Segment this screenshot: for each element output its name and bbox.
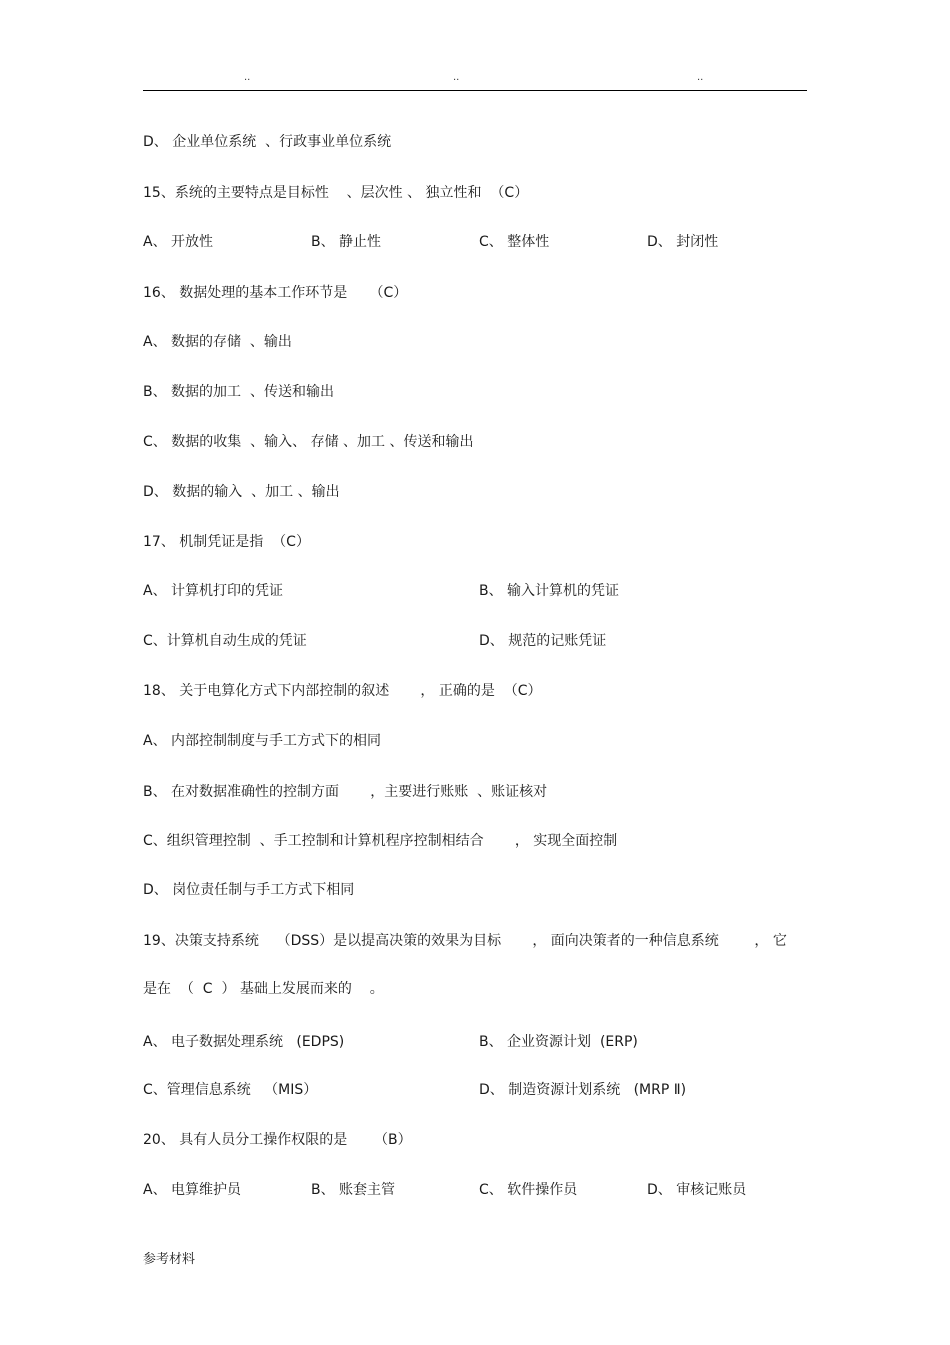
- option-19-d: D、 制造资源计划系统 (MRP Ⅱ): [479, 1082, 687, 1098]
- option-17-a: A、 计算机打印的凭证: [143, 583, 284, 599]
- header-rule: [143, 90, 807, 91]
- header-dot-1: ..: [244, 72, 251, 83]
- option-18-b: B、 在对数据准确性的控制方面 ，主要进行账账 、账证核对: [143, 784, 548, 800]
- option-19-c: C、管理信息系统 （MIS）: [143, 1082, 318, 1098]
- option-17-b: B、 输入计算机的凭证: [479, 583, 620, 599]
- question-15: 15、系统的主要特点是目标性 、层次性 、 独立性和 （C）: [143, 185, 529, 201]
- option-15-a: A、 开放性: [143, 234, 214, 250]
- page-footer: 参考材料: [143, 1252, 196, 1267]
- option-18-a: A、 内部控制制度与手工方式下的相同: [143, 733, 382, 749]
- question-18: 18、 关于电算化方式下内部控制的叙述 ， 正确的是 （C）: [143, 683, 542, 699]
- question-19-line-1: 19、决策支持系统 （DSS）是以提高决策的效果为目标 ， 面向决策者的一种信息系统 ， 它: [143, 933, 787, 949]
- question-20: 20、 具有人员分工操作权限的是 （B）: [143, 1132, 412, 1148]
- option-16-a: A、 数据的存储 、输出: [143, 334, 292, 350]
- option-17-c: C、计算机自动生成的凭证: [143, 633, 307, 649]
- option-18-d: D、 岗位责任制与手工方式下相同: [143, 882, 355, 898]
- option-15-c: C、 整体性: [479, 234, 550, 250]
- question-17: 17、 机制凭证是指 （C）: [143, 534, 310, 550]
- option-16-d: D、 数据的输入 、加工 、输出: [143, 484, 340, 500]
- option-16-c: C、 数据的收集 、输入、 存储 、加工 、传送和输出: [143, 434, 474, 450]
- header-dot-2: ..: [453, 72, 460, 83]
- option-20-b: B、 账套主管: [311, 1182, 396, 1198]
- option-20-a: A、 电算维护员: [143, 1182, 242, 1198]
- option-16-b: B、 数据的加工 、传送和输出: [143, 384, 334, 400]
- option-15-b: B、 静止性: [311, 234, 382, 250]
- option-19-a: A、 电子数据处理系统 (EDPS): [143, 1034, 345, 1050]
- option-15-d: D、 封闭性: [647, 234, 719, 250]
- option-19-b: B、 企业资源计划 (ERP): [479, 1034, 638, 1050]
- option-20-c: C、 软件操作员: [479, 1182, 578, 1198]
- option-line: D、 企业单位系统 、行政事业单位系统: [143, 134, 392, 150]
- question-19-line-2: 是在 （ C ） 基础上发展而来的 。: [143, 981, 384, 997]
- option-20-d: D、 审核记账员: [647, 1182, 747, 1198]
- option-18-c: C、组织管理控制 、手工控制和计算机程序控制相结合 ， 实现全面控制: [143, 833, 618, 849]
- question-16: 16、 数据处理的基本工作环节是 （C）: [143, 285, 408, 301]
- option-17-d: D、 规范的记账凭证: [479, 633, 607, 649]
- header-dot-3: ..: [697, 72, 704, 83]
